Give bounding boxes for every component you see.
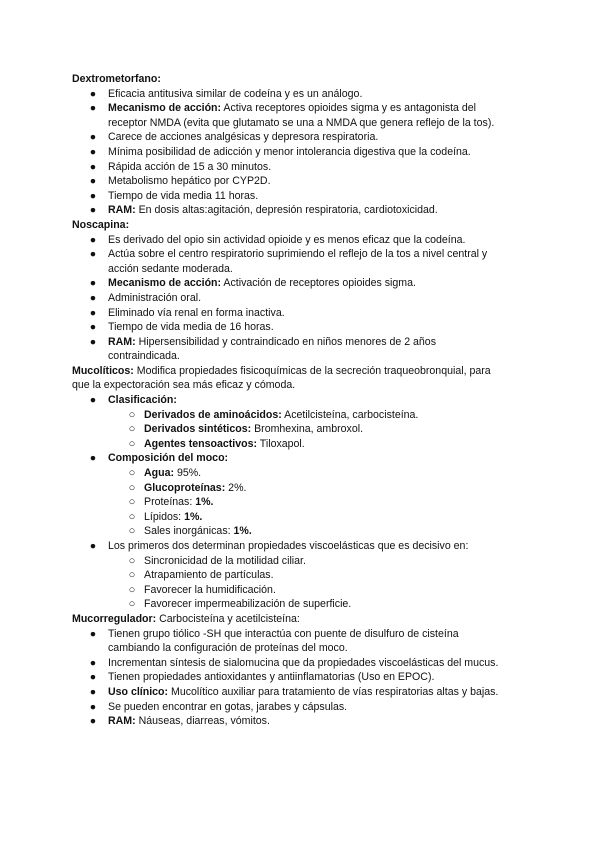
bullet-icon: ● (89, 700, 97, 713)
bullet-icon: ● (89, 145, 97, 158)
list-item: ● Mecanismo de acción: Activación de receptores opioides sigma. (89, 277, 416, 290)
circle-bullet-icon: ○ (128, 423, 136, 436)
circle-bullet-icon: ○ (128, 525, 136, 538)
list-item: ● RAM: En dosis altas:agitación, depresión respiratoria, cardiotoxicidad. (89, 204, 438, 217)
bullet-icon: ● (89, 248, 97, 261)
sub-list-item: ○ Lípidos: 1%. (128, 510, 203, 523)
bullet-icon: ● (89, 627, 97, 640)
bullet-icon: ● (89, 671, 97, 684)
section-title-mucorregulador: Mucorregulador: (72, 612, 157, 625)
circle-bullet-icon: ○ (128, 598, 136, 611)
bullet-icon: ● (89, 685, 97, 698)
circle-bullet-icon: ○ (128, 496, 136, 509)
list-item: ● Mínima posibilidad de adicción y menor intolerancia digestiva que la codeína. (89, 145, 471, 158)
bullet-icon: ● (89, 102, 97, 115)
list-item: ● Rápida acción de 15 a 30 minutos. (89, 160, 272, 173)
sub-list-item: ○ Agua: 95%. (128, 467, 202, 480)
bullet-icon: ● (89, 277, 97, 290)
bullet-icon: ● (89, 321, 97, 334)
sub-list-item: ○ Derivados sintéticos: Bromhexina, ambroxol. (128, 423, 364, 436)
list-item: ● Tiempo de vida media 11 horas. (89, 189, 259, 202)
list-item: ● Uso clínico: Mucolítico auxiliar para tratamiento de vías respiratorias altas y bajas. (89, 685, 499, 698)
list-item: ● Metabolismo hepático por CYP2D. (89, 175, 271, 188)
list-item: ● Actúa sobre el centro respiratorio suprimiendo el reflejo de la tos a nivel central y acción sedante moderada. (89, 248, 488, 275)
circle-bullet-icon: ○ (128, 467, 136, 480)
circle-bullet-icon: ○ (128, 437, 136, 450)
section-mucorregulador-intro: Mucorregulador: Carbocisteína y acetilcisteína: (72, 612, 300, 625)
bullet-icon: ● (89, 394, 97, 407)
sub-list-item: ○ Favorecer impermeabilización de superficie. (128, 598, 352, 611)
sub-list-item: ○ Proteínas: 1%. (128, 496, 214, 509)
sub-list-item: ○ Agentes tensoactivos: Tiloxapol. (128, 437, 305, 450)
list-item: ● Tienen propiedades antioxidantes y antiinflamatorias (Uso en EPOC). (89, 671, 435, 684)
bullet-icon: ● (89, 306, 97, 319)
circle-bullet-icon: ○ (128, 569, 136, 582)
list-item: ● Tiempo de vida media de 16 horas. (89, 321, 274, 334)
list-item: ● Los primeros dos determinan propiedades viscoelásticas que es decisivo en: (89, 540, 469, 552)
list-item: ● RAM: Hipersensibilidad y contraindicado en niños menores de 2 años contraindicada. (89, 335, 436, 363)
bullet-icon: ● (89, 189, 97, 202)
list-item: ● Eficacia antitusiva similar de codeína y es un análogo. (89, 87, 363, 100)
list-item: ● Carece de acciones analgésicas y depresora respiratoria. (89, 131, 379, 144)
bullet-icon: ● (89, 131, 97, 144)
circle-bullet-icon: ○ (128, 583, 136, 596)
sub-list-item: ○ Derivados de aminoácidos: Acetilcisteína, carbocisteína. (128, 408, 419, 421)
bullet-icon: ● (89, 540, 97, 552)
bullet-icon: ● (89, 452, 97, 465)
sub-list-item: ○ Sincronicidad de la motilidad ciliar. (128, 554, 306, 567)
bullet-icon: ● (89, 335, 97, 348)
bullet-icon: ● (89, 87, 97, 100)
list-item: ● Se pueden encontrar en gotas, jarabes y cápsulas. (89, 700, 348, 713)
bullet-icon: ● (89, 160, 97, 173)
list-item: ● Es derivado del opio sin actividad opioide y es menos eficaz que la codeína. (89, 233, 466, 246)
sub-list-item: ○ Glucoproteínas: 2%. (128, 481, 247, 494)
bullet-icon: ● (89, 656, 97, 669)
list-item: ● Mecanismo de acción: Activa receptores opioides sigma y es antagonista del receptor NMDA (evita que glutamato se una a NMDA que genera reflejo de la tos). (89, 102, 495, 129)
bullet-icon: ● (89, 291, 97, 304)
list-item: ● Tienen grupo tiólico -SH que interactúa con puente de disulfuro de cisteína cambiando la configuración de proteínas del moco. (89, 627, 459, 655)
list-item: ● RAM: Náuseas, diarreas, vómitos. (89, 715, 270, 728)
section-title-noscapina: Noscapina: (72, 218, 130, 231)
list-item: ● Eliminado vía renal en forma inactiva. (89, 306, 285, 319)
circle-bullet-icon: ○ (128, 554, 136, 567)
bullet-icon: ● (89, 204, 97, 217)
section-title-mucoliticos: Mucolíticos: (72, 364, 134, 377)
section-title-dextrometorfano: Dextrometorfano: (72, 73, 161, 85)
circle-bullet-icon: ○ (128, 408, 136, 421)
list-item: ● Administración oral. (89, 291, 202, 304)
circle-bullet-icon: ○ (128, 481, 136, 494)
bullet-icon: ● (89, 715, 97, 728)
list-item: ● Clasificación: (89, 394, 177, 407)
list-item: ● Incrementan síntesis de sialomucina que da propiedades viscoelásticas del mucus. (89, 656, 499, 669)
bullet-icon: ● (89, 233, 97, 246)
circle-bullet-icon: ○ (128, 510, 136, 523)
sub-list-item: ○ Favorecer la humidificación. (128, 583, 276, 596)
sub-list-item: ○ Atrapamiento de partículas. (128, 569, 274, 582)
bullet-icon: ● (89, 175, 97, 188)
sub-list-item: ○ Sales inorgánicas: 1%. (128, 525, 252, 538)
section-mucoliticos-intro: Mucolíticos: Modifica propiedades fisicoquímicas de la secreción traqueobronquial, para que la expectoración sea más eficaz y cómoda. (72, 364, 491, 392)
list-item: ● Composición del moco: (89, 452, 229, 465)
